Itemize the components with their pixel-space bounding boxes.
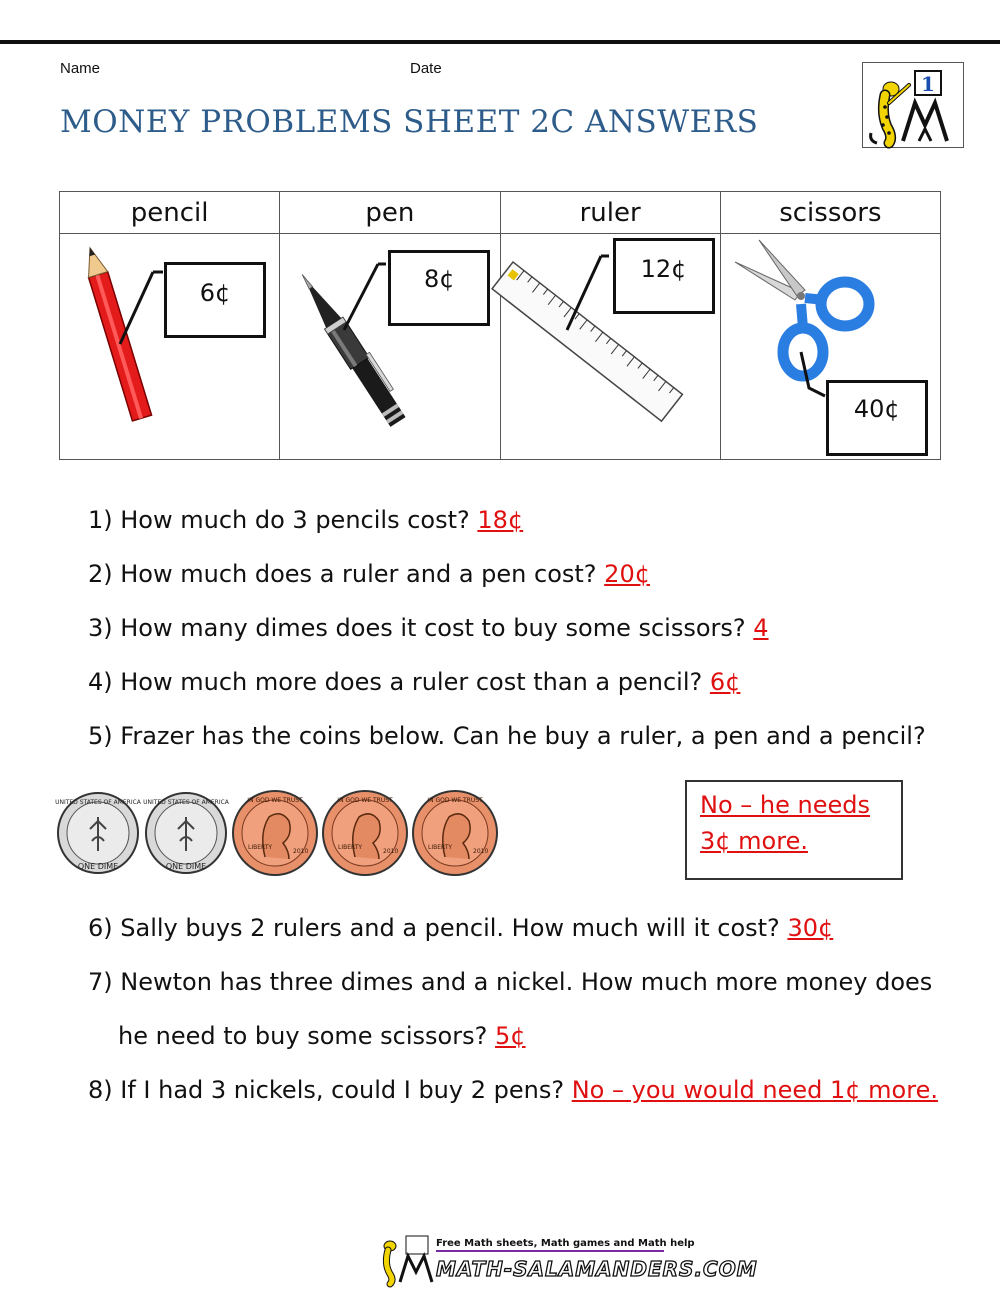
penny-coin-1 (233, 791, 317, 875)
question-6: 6) Sally buys 2 rulers and a pencil. How much will it cost? 30¢ (88, 914, 834, 942)
svg-text:ONE DIME: ONE DIME (165, 862, 207, 871)
svg-text:UNITED STATES OF AMERICA: UNITED STATES OF AMERICA (55, 799, 141, 806)
svg-text:LIBERTY: LIBERTY (248, 844, 273, 851)
answer-1: 18¢ (477, 506, 524, 534)
footer-tagline: Free Math sheets, Math games and Math help (436, 1238, 695, 1249)
answer-8: No – you would need 1¢ more. (571, 1076, 938, 1104)
item-cell-scissors (720, 234, 940, 460)
svg-text:LIBERTY: LIBERTY (428, 844, 453, 851)
item-cell-ruler (500, 234, 720, 460)
q5-answer-box (685, 780, 903, 880)
salamander-logo (862, 62, 964, 148)
penny-coin-2 (323, 791, 407, 875)
answer-2: 20¢ (604, 560, 650, 588)
answer-7: 5¢ (494, 1022, 526, 1050)
price-box-pen: 8¢ (388, 250, 490, 326)
top-rule (0, 40, 1000, 44)
date-label: Date (410, 60, 442, 77)
question-7-cont: he need to buy some scissors? 5¢ (118, 1022, 526, 1050)
page-title: MONEY PROBLEMS SHEET 2C ANSWERS (60, 104, 759, 140)
svg-text:IN GOD WE TRUST: IN GOD WE TRUST (337, 797, 393, 804)
item-cell-pen (280, 234, 500, 460)
footer-site: MATH-SALAMANDERS.COM (436, 1257, 758, 1281)
svg-text:2010: 2010 (293, 848, 309, 855)
answer-3: 4 (753, 614, 769, 642)
svg-text:ONE DIME: ONE DIME (77, 862, 119, 871)
price-box-pencil: 6¢ (164, 262, 266, 338)
question-4: 4) How much more does a ruler cost than a pencil? 6¢ (88, 668, 741, 696)
name-label: Name (60, 60, 101, 77)
question-3: 3) How many dimes does it cost to buy some scissors? 4 (88, 614, 769, 642)
question-2: 2) How much does a ruler and a pen cost? 20¢ (88, 560, 650, 588)
dime-coin-1 (55, 793, 142, 873)
svg-text:LIBERTY: LIBERTY (338, 844, 363, 851)
items-table (59, 191, 941, 460)
q5-answer-line-2: 3¢ more. (700, 827, 808, 855)
svg-text:IN GOD WE TRUST: IN GOD WE TRUST (427, 797, 483, 804)
q5-answer-line-1: No – he needs (700, 791, 870, 819)
question-1: 1) How much do 3 pencils cost? 18¢ (88, 506, 524, 534)
item-header: ruler (500, 192, 720, 234)
grade-badge: 1 (921, 72, 935, 96)
footer-logo (380, 1232, 758, 1284)
price-box-ruler: 12¢ (613, 238, 715, 314)
svg-text:UNITED STATES OF AMERICA: UNITED STATES OF AMERICA (143, 799, 229, 806)
answer-6: 30¢ (787, 914, 834, 942)
penny-coin-3 (413, 791, 497, 875)
price-box-scissors: 40¢ (826, 380, 928, 456)
question-8: 8) If I had 3 nickels, could I buy 2 pens? No – you would need 1¢ more. (88, 1076, 938, 1104)
item-header: pencil (60, 192, 280, 234)
question-7: 7) Newton has three dimes and a nickel. How much more money does (88, 968, 933, 996)
item-cell-pencil (60, 234, 280, 460)
coin-row (57, 787, 507, 879)
svg-text:IN GOD WE TRUST: IN GOD WE TRUST (247, 797, 303, 804)
dime-coin-2 (143, 793, 230, 873)
svg-text:2010: 2010 (383, 848, 399, 855)
svg-text:2010: 2010 (473, 848, 489, 855)
item-header: scissors (720, 192, 940, 234)
question-5: 5) Frazer has the coins below. Can he buy a ruler, a pen and a pencil? (88, 722, 926, 750)
item-header: pen (280, 192, 500, 234)
answer-4: 6¢ (709, 668, 741, 696)
